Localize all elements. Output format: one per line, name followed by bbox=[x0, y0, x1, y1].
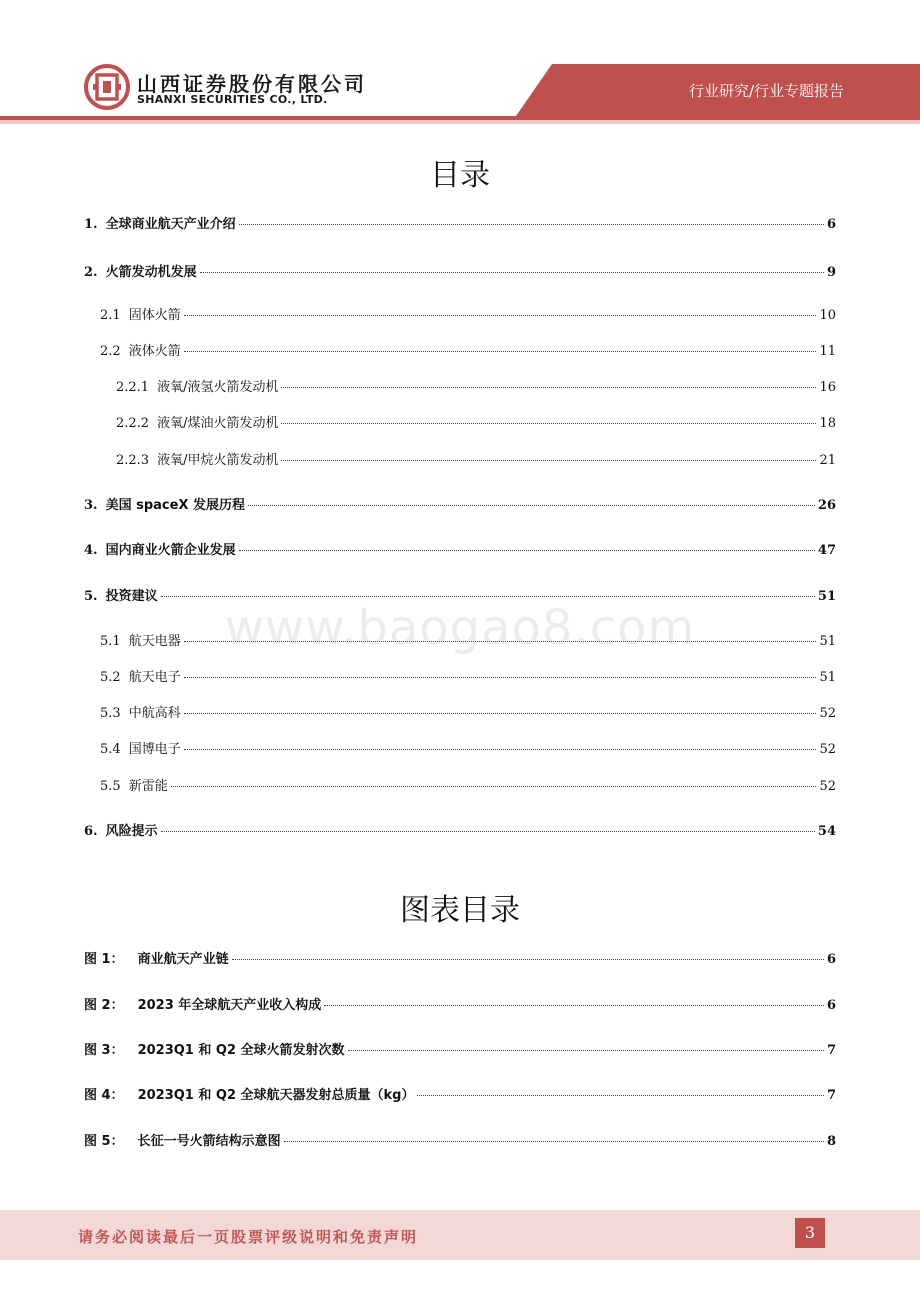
company-name-en: SHANXI SECURITIES CO., LTD. bbox=[137, 93, 328, 106]
toc-item-page: 21 bbox=[819, 453, 836, 468]
toc-item-page: 16 bbox=[819, 380, 836, 395]
toc-item-2-2-2[interactable] bbox=[116, 412, 836, 431]
toc-item-label: 全球商业航天产业介绍 bbox=[105, 217, 236, 232]
toc-item-page: 51 bbox=[819, 670, 836, 685]
toc-item-label: 美国 spaceX 发展历程 bbox=[105, 498, 245, 513]
leader-dots bbox=[184, 315, 817, 316]
leader-dots bbox=[324, 1005, 824, 1006]
company-logo-icon bbox=[84, 64, 130, 110]
figure-item-page: 8 bbox=[826, 1134, 836, 1149]
toc-item-label: 风险提示 bbox=[105, 824, 158, 839]
toc-item-num: 5.2 bbox=[100, 670, 121, 685]
figure-item-num: 图 1： bbox=[84, 952, 124, 967]
footer-disclaimer: 请务必阅读最后一页股票评级说明和免责声明 bbox=[78, 1228, 419, 1246]
figure-item-page: 7 bbox=[826, 1088, 836, 1103]
toc-item-num: 2.2 bbox=[100, 344, 121, 359]
toc-item-num: 1. bbox=[84, 217, 98, 232]
toc-item-label: 液体火箭 bbox=[128, 344, 181, 359]
leader-dots bbox=[281, 423, 816, 424]
figure-item-page: 6 bbox=[826, 998, 836, 1013]
leader-dots bbox=[281, 387, 816, 388]
toc-item-page: 9 bbox=[826, 265, 836, 280]
toc-item-2-2-3[interactable] bbox=[116, 449, 836, 468]
toc-item-page: 18 bbox=[819, 416, 836, 431]
toc-item-num: 5.3 bbox=[100, 706, 121, 721]
toc-item-1[interactable] bbox=[84, 213, 836, 232]
toc-item-label: 航天电子 bbox=[128, 670, 181, 685]
toc-item-2-1[interactable] bbox=[100, 304, 836, 323]
toc-item-5-5[interactable] bbox=[100, 775, 836, 794]
toc-item-label: 投资建议 bbox=[105, 589, 158, 604]
toc-item-label: 液氧/液氢火箭发动机 bbox=[157, 380, 279, 395]
leader-dots bbox=[161, 831, 815, 832]
toc-item-page: 10 bbox=[819, 308, 836, 323]
toc-item-num: 5.4 bbox=[100, 742, 121, 757]
toc-item-5-3[interactable] bbox=[100, 702, 836, 721]
toc-item-label: 液氧/甲烷火箭发动机 bbox=[157, 453, 279, 468]
figure-item-4[interactable] bbox=[84, 1084, 836, 1103]
toc-title: 目录 bbox=[430, 158, 490, 193]
toc-item-2[interactable] bbox=[84, 261, 836, 280]
leader-dots bbox=[248, 505, 815, 506]
toc-item-page: 52 bbox=[819, 742, 836, 757]
toc-item-5-2[interactable] bbox=[100, 666, 836, 685]
toc-item-page: 51 bbox=[817, 589, 836, 604]
report-type: 行业研究/行业专题报告 bbox=[688, 82, 844, 100]
leader-dots bbox=[184, 749, 817, 750]
toc-item-page: 6 bbox=[826, 217, 836, 232]
toc-item-label: 固体火箭 bbox=[128, 308, 181, 323]
figure-item-num: 图 2： bbox=[84, 998, 124, 1013]
leader-dots bbox=[417, 1095, 823, 1096]
toc-item-num: 2.2.1 bbox=[116, 380, 150, 395]
figures-title: 图表目录 bbox=[400, 893, 520, 928]
leader-dots bbox=[161, 596, 815, 597]
toc-item-label: 火箭发动机发展 bbox=[105, 265, 197, 280]
figure-item-label: 2023Q1 和 Q2 全球航天器发射总质量（kg） bbox=[137, 1088, 415, 1103]
toc-item-label: 国博电子 bbox=[128, 742, 181, 757]
toc-item-page: 26 bbox=[817, 498, 836, 513]
figure-item-label: 商业航天产业链 bbox=[137, 952, 229, 967]
figure-item-num: 图 5： bbox=[84, 1134, 124, 1149]
leader-dots bbox=[239, 550, 815, 551]
leader-dots bbox=[171, 786, 817, 787]
page-header bbox=[0, 0, 920, 125]
figure-item-5[interactable] bbox=[84, 1130, 836, 1149]
toc-item-page: 11 bbox=[819, 344, 836, 359]
leader-dots bbox=[232, 959, 824, 960]
leader-dots bbox=[239, 224, 824, 225]
leader-dots bbox=[348, 1050, 824, 1051]
toc-item-page: 54 bbox=[817, 824, 836, 839]
company-name-cn: 山西证券股份有限公司 bbox=[137, 72, 367, 96]
figure-item-label: 2023 年全球航天产业收入构成 bbox=[137, 998, 322, 1013]
toc-item-num: 5.5 bbox=[100, 779, 121, 794]
toc-item-page: 47 bbox=[817, 543, 836, 558]
toc-item-label: 国内商业火箭企业发展 bbox=[105, 543, 236, 558]
toc-item-label: 航天电器 bbox=[128, 634, 181, 649]
figure-item-page: 6 bbox=[826, 952, 836, 967]
toc-item-5-4[interactable] bbox=[100, 738, 836, 757]
toc-item-num: 2.1 bbox=[100, 308, 121, 323]
leader-dots bbox=[184, 713, 817, 714]
toc-item-2-2-1[interactable] bbox=[116, 376, 836, 395]
leader-dots bbox=[184, 351, 817, 352]
leader-dots bbox=[200, 272, 824, 273]
figure-item-num: 图 3： bbox=[84, 1043, 124, 1058]
toc-item-num: 5.1 bbox=[100, 634, 121, 649]
toc-item-num: 5. bbox=[84, 589, 98, 604]
figure-item-num: 图 4： bbox=[84, 1088, 124, 1103]
figure-item-3[interactable] bbox=[84, 1039, 836, 1058]
toc-item-3[interactable] bbox=[84, 494, 836, 513]
toc-item-6[interactable] bbox=[84, 820, 836, 839]
leader-dots bbox=[184, 677, 817, 678]
toc-item-num: 6. bbox=[84, 824, 98, 839]
leader-dots bbox=[281, 460, 816, 461]
toc-item-page: 52 bbox=[819, 706, 836, 721]
toc-item-label: 液氧/煤油火箭发动机 bbox=[157, 416, 279, 431]
header-rule-light bbox=[0, 120, 920, 124]
toc-item-label: 中航高科 bbox=[128, 706, 181, 721]
toc-item-num: 2.2.2 bbox=[116, 416, 150, 431]
toc-item-label: 新雷能 bbox=[128, 779, 168, 794]
figure-item-label: 2023Q1 和 Q2 全球火箭发射次数 bbox=[137, 1043, 345, 1058]
leader-dots bbox=[284, 1141, 824, 1142]
page-number: 3 bbox=[795, 1218, 825, 1248]
toc-item-page: 52 bbox=[819, 779, 836, 794]
figure-item-1[interactable] bbox=[84, 948, 836, 967]
figure-item-page: 7 bbox=[826, 1043, 836, 1058]
figure-item-label: 长征一号火箭结构示意图 bbox=[137, 1134, 281, 1149]
toc-item-2-2[interactable] bbox=[100, 340, 836, 359]
toc-item-num: 4. bbox=[84, 543, 98, 558]
figure-item-2[interactable] bbox=[84, 994, 836, 1013]
watermark: www.baogao8.com bbox=[224, 600, 696, 656]
toc-item-num: 2.2.3 bbox=[116, 453, 150, 468]
toc-item-4[interactable] bbox=[84, 539, 836, 558]
toc-item-page: 51 bbox=[819, 634, 836, 649]
toc-item-num: 3. bbox=[84, 498, 98, 513]
toc-item-num: 2. bbox=[84, 265, 98, 280]
